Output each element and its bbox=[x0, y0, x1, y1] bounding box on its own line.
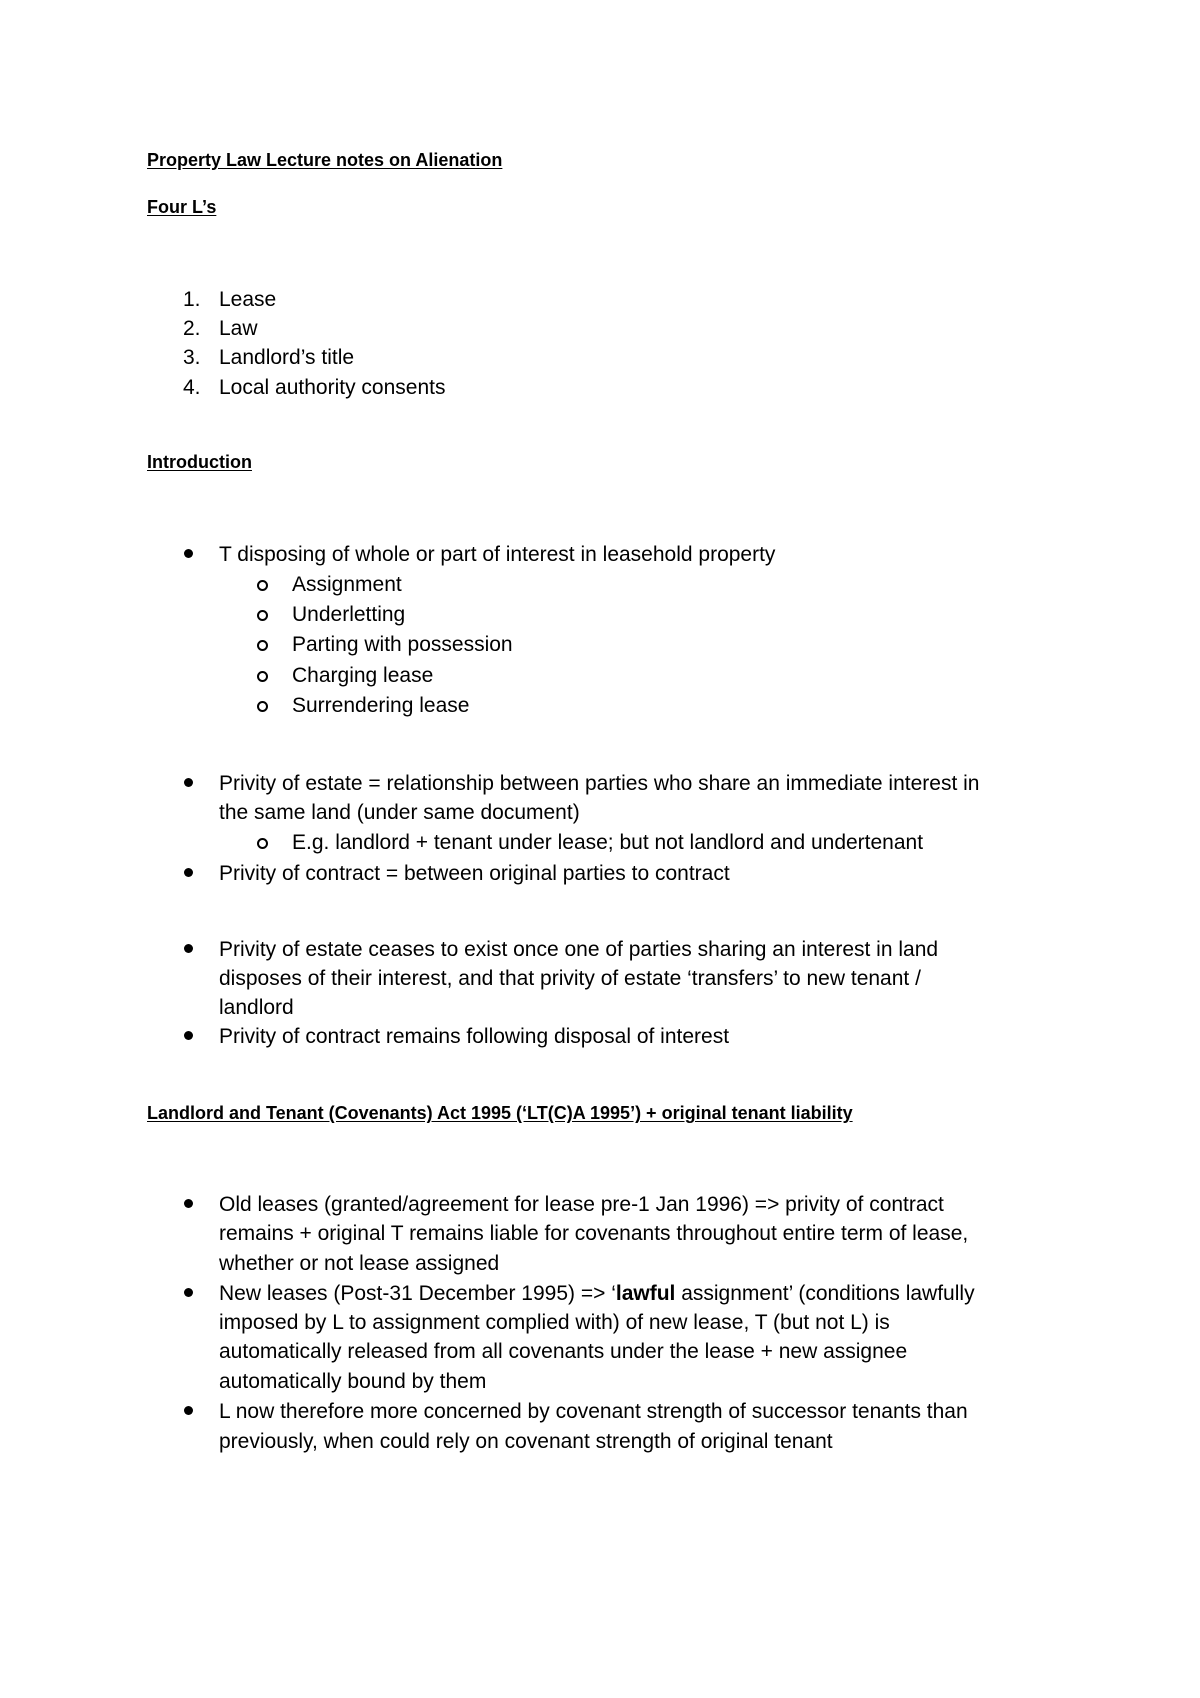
sub-list-item: Surrendering lease bbox=[292, 694, 470, 717]
list-item-continuation: remains + original T remains liable for covenants throughout entire term of lease, bbox=[219, 1222, 969, 1245]
list-item: L now therefore more concerned by covenant strength of successor tenants than bbox=[219, 1400, 968, 1423]
bullet-icon bbox=[184, 1031, 193, 1040]
list-item-continuation: landlord bbox=[219, 996, 294, 1019]
list-item: Local authority consents bbox=[219, 376, 446, 399]
list-item: Old leases (granted/agreement for lease pre-1 Jan 1996) => privity of contract bbox=[219, 1193, 944, 1216]
bullet-icon bbox=[184, 1406, 193, 1415]
list-item-continuation: imposed by L to assignment complied with) of new lease, T (but not L) is bbox=[219, 1311, 890, 1334]
bullet-icon bbox=[184, 868, 193, 877]
list-item-continuation: the same land (under same document) bbox=[219, 801, 580, 824]
bullet-icon bbox=[184, 1288, 193, 1297]
introduction-heading: Introduction bbox=[147, 452, 252, 472]
list-item bbox=[219, 1280, 975, 1308]
list-item-text: New leases (Post-31 December 1995) => ‘ bbox=[219, 1282, 616, 1305]
bullet-icon bbox=[184, 549, 193, 558]
circle-bullet-icon bbox=[257, 610, 268, 621]
list-item: Landlord’s title bbox=[219, 346, 355, 369]
list-item: Privity of estate = relationship between parties who share an immediate interest in bbox=[219, 772, 980, 795]
sub-list-item: Parting with possession bbox=[292, 633, 513, 656]
sub-list-item: Underletting bbox=[292, 603, 406, 626]
list-item: T disposing of whole or part of interest in leasehold property bbox=[219, 543, 776, 566]
list-item: Privity of contract remains following disposal of interest bbox=[219, 1025, 730, 1048]
bullet-icon bbox=[184, 944, 193, 953]
list-item-continuation: automatically bound by them bbox=[219, 1370, 487, 1393]
list-number: 4. bbox=[183, 376, 201, 399]
circle-bullet-icon bbox=[257, 640, 268, 651]
four-ls-heading: Four L’s bbox=[147, 197, 217, 217]
list-item: Privity of estate ceases to exist once one of parties sharing an interest in land bbox=[219, 938, 939, 961]
list-number: 1. bbox=[183, 288, 201, 311]
list-item: Lease bbox=[219, 288, 277, 311]
circle-bullet-icon bbox=[257, 580, 268, 591]
list-item: Privity of contract = between original parties to contract bbox=[219, 862, 730, 885]
list-item-continuation: whether or not lease assigned bbox=[219, 1252, 500, 1275]
bullet-icon bbox=[184, 778, 193, 787]
circle-bullet-icon bbox=[257, 838, 268, 849]
emphasis-text: lawful bbox=[615, 1282, 676, 1305]
circle-bullet-icon bbox=[257, 671, 268, 682]
bullet-icon bbox=[184, 1199, 193, 1208]
list-number: 3. bbox=[183, 346, 201, 369]
sub-list-item: Assignment bbox=[292, 573, 402, 596]
list-item-continuation: automatically released from all covenants under the lease + new assignee bbox=[219, 1340, 908, 1363]
list-item-continuation: disposes of their interest, and that privity of estate ‘transfers’ to new tenant / bbox=[219, 967, 921, 990]
list-item-text: assignment’ (conditions lawfully bbox=[675, 1282, 975, 1305]
ltca-heading: Landlord and Tenant (Covenants) Act 1995 (‘LT(C)A 1995’) + original tenant liability bbox=[147, 1103, 853, 1123]
sub-list-item: E.g. landlord + tenant under lease; but not landlord and undertenant bbox=[292, 831, 924, 854]
sub-list-item: Charging lease bbox=[292, 664, 434, 687]
circle-bullet-icon bbox=[257, 701, 268, 712]
list-number: 2. bbox=[183, 317, 201, 340]
document-title: Property Law Lecture notes on Alienation bbox=[147, 150, 503, 170]
list-item-continuation: previously, when could rely on covenant strength of original tenant bbox=[219, 1430, 833, 1453]
list-item: Law bbox=[219, 317, 258, 340]
